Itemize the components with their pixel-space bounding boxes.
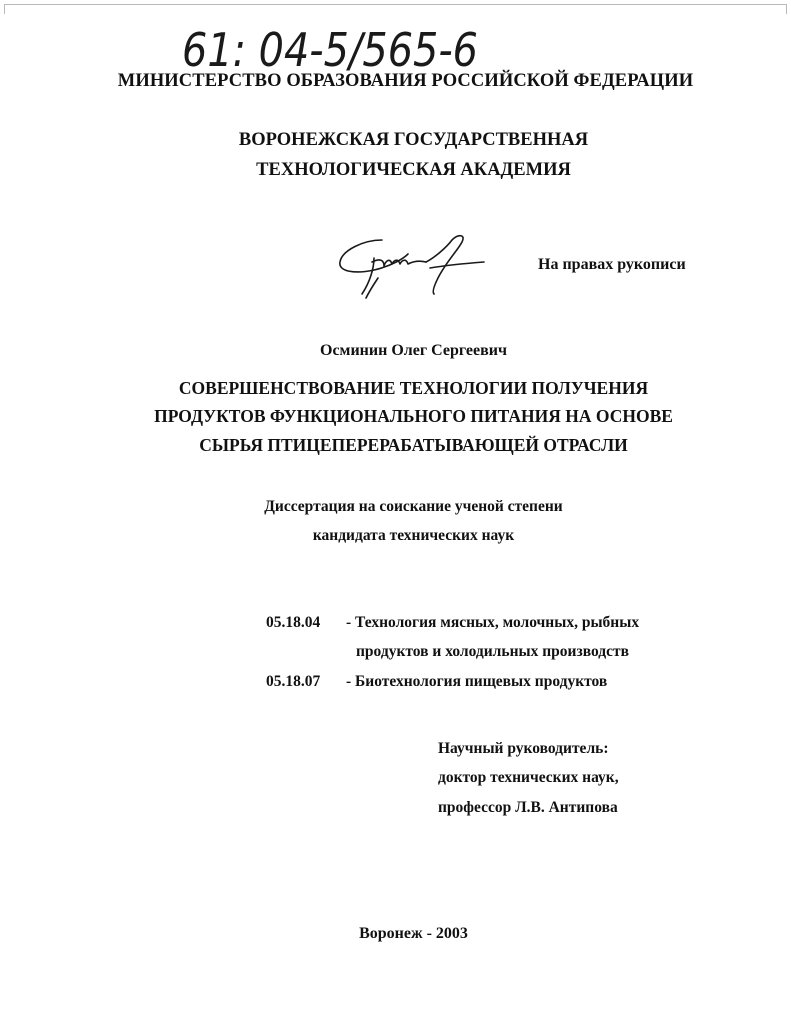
supervisor-degree: доктор технических наук, bbox=[438, 769, 619, 786]
scan-border-top bbox=[4, 4, 787, 5]
specialty-description: - Технология мясных, молочных, рыбных bbox=[346, 614, 640, 631]
author-name: Осминин Олег Сергеевич bbox=[320, 342, 507, 359]
specialty-code: 05.18.04 bbox=[266, 614, 321, 631]
ministry-name: МИНИСТЕРСТВО ОБРАЗОВАНИЯ РОССИЙСКОЙ ФЕДЕРАЦИИ bbox=[117, 71, 694, 91]
stamp-code-text: 61: 04-5/565-6 bbox=[182, 23, 478, 77]
academy-name-line-2: ТЕХНОЛОГИЧЕСКАЯ АКАДЕМИЯ bbox=[256, 160, 571, 180]
specialty-code: 05.18.07 bbox=[266, 673, 321, 690]
thesis-title-line-1: СОВЕРШЕНСТВОВАНИЕ ТЕХНОЛОГИИ ПОЛУЧЕНИЯ bbox=[178, 378, 649, 398]
dissertation-type-line-2: кандидата технических наук bbox=[312, 527, 515, 544]
signature-underline bbox=[430, 262, 484, 268]
thesis-title-line-3: СЫРЬЯ ПТИЦЕПЕРЕРАБАТЫВАЮЩЕЙ ОТРАСЛИ bbox=[199, 435, 628, 455]
author-signature bbox=[334, 228, 494, 300]
manuscript-rights-note: На правах рукописи bbox=[538, 256, 686, 273]
signature-descender bbox=[362, 258, 374, 294]
supervisor-label: Научный руководитель: bbox=[438, 740, 609, 757]
signature-tail bbox=[366, 278, 378, 298]
signature-body bbox=[372, 260, 426, 266]
supervisor-name: профессор Л.В. Антипова bbox=[438, 799, 618, 816]
dissertation-type-line-1: Диссертация на соискание ученой степени bbox=[264, 498, 563, 515]
academy-name-line-1: ВОРОНЕЖСКАЯ ГОСУДАРСТВЕННАЯ bbox=[238, 130, 589, 150]
thesis-title-line-2: ПРОДУКТОВ ФУНКЦИОНАЛЬНОГО ПИТАНИЯ НА ОСНОВЕ bbox=[154, 406, 673, 426]
specialty-description-continued: продуктов и холодильных производств bbox=[356, 643, 629, 660]
specialty-description: - Биотехнология пищевых продуктов bbox=[346, 673, 608, 690]
city-year: Воронеж - 2003 bbox=[359, 925, 468, 942]
scan-border-left bbox=[4, 4, 5, 14]
scan-border-right bbox=[786, 4, 787, 14]
